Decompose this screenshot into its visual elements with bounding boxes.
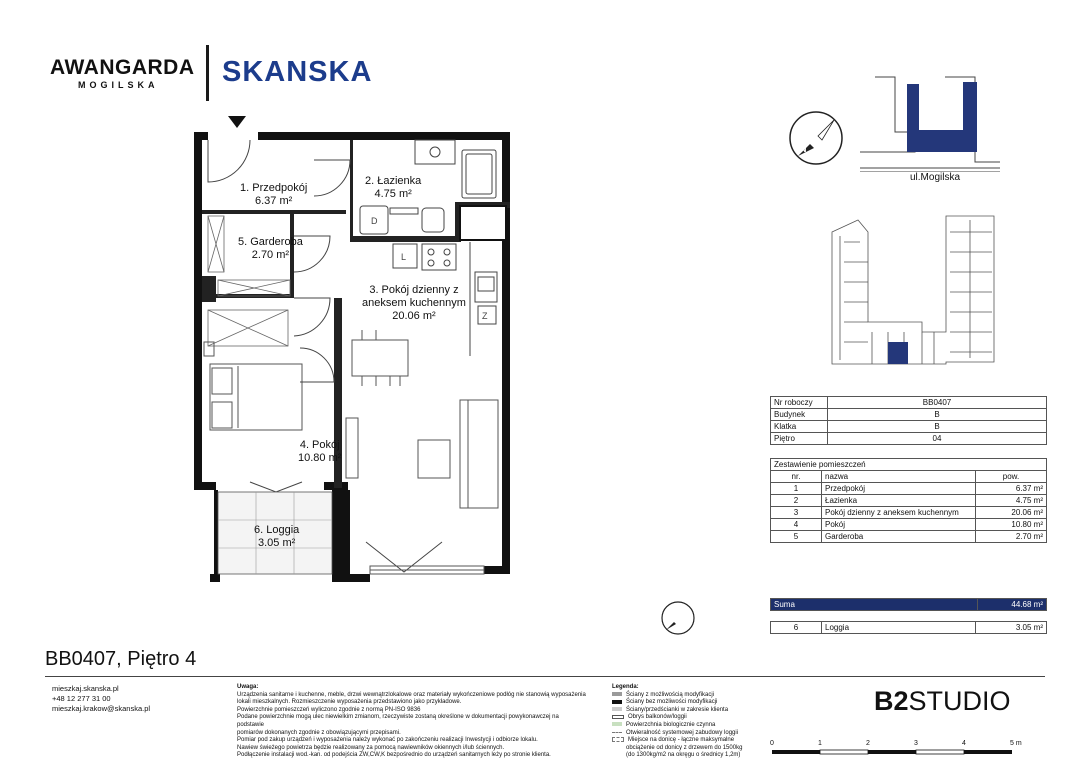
unit-info-table: [770, 396, 1047, 445]
room-label-lazienka: 2. Łazienka 4.75 m²: [365, 175, 422, 200]
floor-plan: [190, 112, 520, 587]
sum-row: Suma 44.68 m²: [770, 598, 1047, 611]
building-b-highlight: [907, 82, 977, 152]
studio-logo: B2STUDIO: [874, 686, 1011, 716]
svg-text:Z: Z: [482, 311, 488, 321]
notes: Uwaga: Urządzenia sanitarne i kuchenne, meble, drzwi wewnątrzlokalowe oraz materiały wykończeniowe podłóg nie stanowią wyposażenia lokali mieszkalnych. Rozmieszczenie wyposażenia przedstawiono jako przykładowe. Powierzchnie pomieszczeń wyliczono zgodnie z normą PN-ISO 9836 Podane powierzchnie mogą ulec niewielkim zmianom, rzeczywiste zostaną określone w dokumentacji powykonawczej na podstawie pomiarów dokonanych zgodnie z obowiązującymi przepisami. Pomiar pod zakup urządzeń i wyposażenia należy wykonać po zakończeniu realizacji Inwestycji i odbiorze lokalu. Nawiew świeżego powietrza będzie realizowany za pomocą nawiewników okiennych i/lub ściennych. Podłączenie instalacji wod.-kan. od podejścia ZW,CW,K bezpośrednio do urządzeń sanitarnych leży po stronie klienta.: [237, 684, 586, 759]
bed: [204, 342, 302, 430]
room-label-przedpokoj: 1. Przedpokój 6.37 m²: [240, 182, 308, 207]
legend-item: Ściany bez możliwości modyfikacji: [612, 699, 742, 707]
room-label-pokoj: 4. Pokój 10.80 m²: [298, 439, 342, 464]
svg-text:N: N: [800, 144, 807, 154]
scale-bar: 0 1 2 3 4 5 m: [770, 740, 1030, 764]
rooms-table: Zestawienie pomieszczeń nr. nazwa pow. 1 Przedpokój 6.37 m² 2 Łazienka 4.75 m² 3 Pokój dzienny z aneksem kuchennym 20.06 m² 4 Pokój 10.80 m² 5 Garderoba 2.70 m²: [770, 458, 1047, 543]
unit-highlight: [888, 342, 908, 364]
legend-item: Otwieralność systemowej zabudowy loggii: [612, 730, 742, 738]
table-row: 2 Łazienka 4.75 m²: [771, 495, 1047, 507]
table-row: 6 Loggia 3.05 m²: [771, 622, 1047, 634]
legend-item: Ściany z możliwością modyfikacji: [612, 692, 742, 700]
footer-divider: [45, 676, 1045, 677]
unit-title: BB0407, Piętro 4: [45, 648, 197, 670]
legend-item: Ściany/przedścianki w zakresie klienta: [612, 707, 742, 715]
svg-text:D: D: [371, 216, 378, 226]
windows: [370, 566, 484, 574]
compass-small-icon: [660, 600, 696, 636]
room-label-garderoba: 5. Garderoba 2.70 m²: [238, 236, 303, 261]
table-row: Klatka B: [771, 421, 1047, 433]
location-map: [855, 72, 1005, 172]
room-label-pokoj-dzienny: 3. Pokój dzienny z aneksem kuchennym 20.06 m²: [362, 284, 466, 322]
legend-item: Miejsce na donicę - łączne maksymalne: [612, 737, 742, 745]
table-row: Piętro 04: [771, 433, 1047, 445]
contact-website[interactable]: mieszkaj.skanska.pl: [52, 684, 119, 693]
brand-mogilska: MOGILSKA: [78, 80, 159, 90]
table-header: nr. nazwa pow.: [771, 471, 1047, 483]
table-row: 5 Garderoba 2.70 m²: [771, 531, 1047, 543]
developer-logo: SKANSKA: [222, 56, 373, 88]
table-row: Budynek B: [771, 409, 1047, 421]
building-floor-plan: [822, 212, 1012, 376]
living-furniture: [346, 330, 498, 508]
contact-phone[interactable]: +48 12 277 31 00: [52, 694, 111, 703]
table-row: 1 Przedpokój 6.37 m²: [771, 483, 1047, 495]
street-label: ul.Mogilska: [910, 172, 961, 183]
table-row: 4 Pokój 10.80 m²: [771, 519, 1047, 531]
table-row: Nr roboczy BB0407: [771, 397, 1047, 409]
contact-info: [52, 684, 150, 714]
entrance-arrow-icon: [228, 116, 246, 128]
compass-icon: [788, 110, 844, 166]
legend: Legenda: Ściany z możliwością modyfikacji Ściany bez możliwości modyfikacji Ściany/przedścianki w zakresie klienta Obrys balkonów/loggii Powierzchnia biologicznie czynna Otwieralność systemowej zabudowy loggii Miejsce na donicę - łączne maksymalne obciążenie od donicy z drzewem do 1500kg (do 1300kg/m2 na okręgu o średnicy 1,2m): [612, 684, 743, 759]
table-row: 3 Pokój dzienny z aneksem kuchennym 20.06 m²: [771, 507, 1047, 519]
brand-awangarda: AWANGARDA: [50, 56, 195, 79]
legend-item: Powierzchnia biologicznie czynna: [612, 722, 742, 730]
legend-item: Obrys balkonów/loggii: [612, 714, 742, 722]
brand-divider: [206, 45, 209, 101]
contact-email[interactable]: mieszkaj.krakow@skanska.pl: [52, 704, 151, 713]
room-label-loggia: 6. Loggia 3.05 m²: [254, 524, 300, 549]
svg-text:L: L: [401, 252, 407, 262]
loggia-table: [770, 621, 1047, 634]
